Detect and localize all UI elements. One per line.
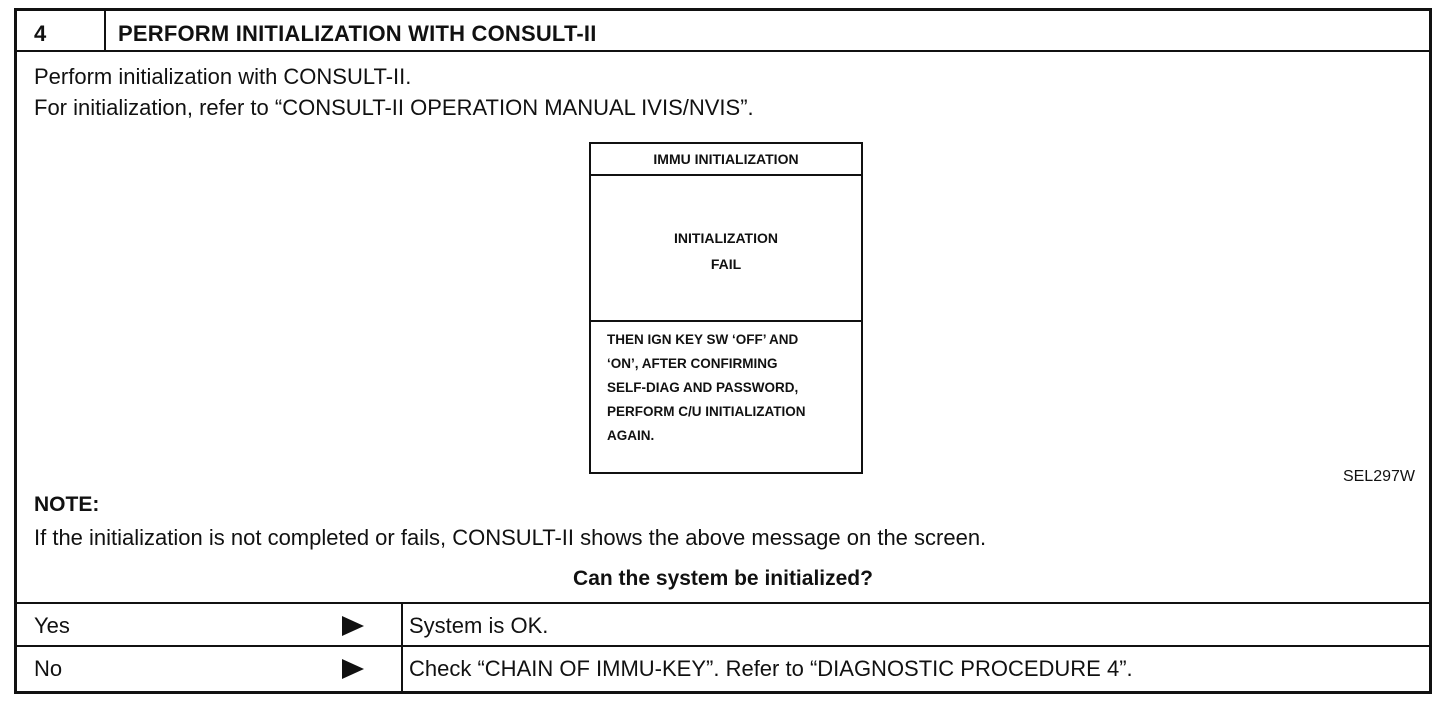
status-line: INITIALIZATION [674,230,778,246]
answer-rule [17,645,1429,647]
instruction-line: Perform initialization with CONSULT-II. [34,64,412,89]
step-title: PERFORM INITIALIZATION WITH CONSULT-II [118,21,597,46]
answer-rule [17,602,1429,604]
question: Can the system be initialized? [573,567,873,590]
screen-header: IMMU INITIALIZATION [591,144,861,176]
procedure-table [14,8,1432,694]
message-line: SELF-DIAG AND PASSWORD, [607,380,799,395]
header-divider [104,11,106,51]
instruction-line: For initialization, refer to “CONSULT-II OPERATION MANUAL IVIS/NVIS”. [34,95,754,120]
message-line: AGAIN. [607,428,655,443]
step-number: 4 [34,21,47,46]
message-line: PERFORM C/U INITIALIZATION [607,404,806,419]
figure-id: SEL297W [1342,468,1415,485]
answer-result: Check “CHAIN OF IMMU-KEY”. Refer to “DIAGNOSTIC PROCEDURE 4”. [409,656,1133,681]
message-line: ‘ON’, AFTER CONFIRMING [607,356,778,371]
answer-label: No [34,656,63,681]
screen-status [591,176,861,322]
right-triangle-arrow-icon [342,659,364,679]
screen-message [607,328,859,448]
right-triangle-arrow-icon [342,616,364,636]
answer-result: System is OK. [409,613,549,638]
answer-label: Yes [34,613,70,638]
header-rule [17,50,1429,52]
answer-divider [401,602,403,691]
note-heading: NOTE: [34,493,100,516]
consult-screen-figure [589,142,863,474]
message-line: THEN IGN KEY SW ‘OFF’ AND [607,332,799,347]
status-line: FAIL [710,256,742,272]
note-text: If the initialization is not completed or fails, CONSULT-II shows the above message on the screen. [34,525,987,550]
